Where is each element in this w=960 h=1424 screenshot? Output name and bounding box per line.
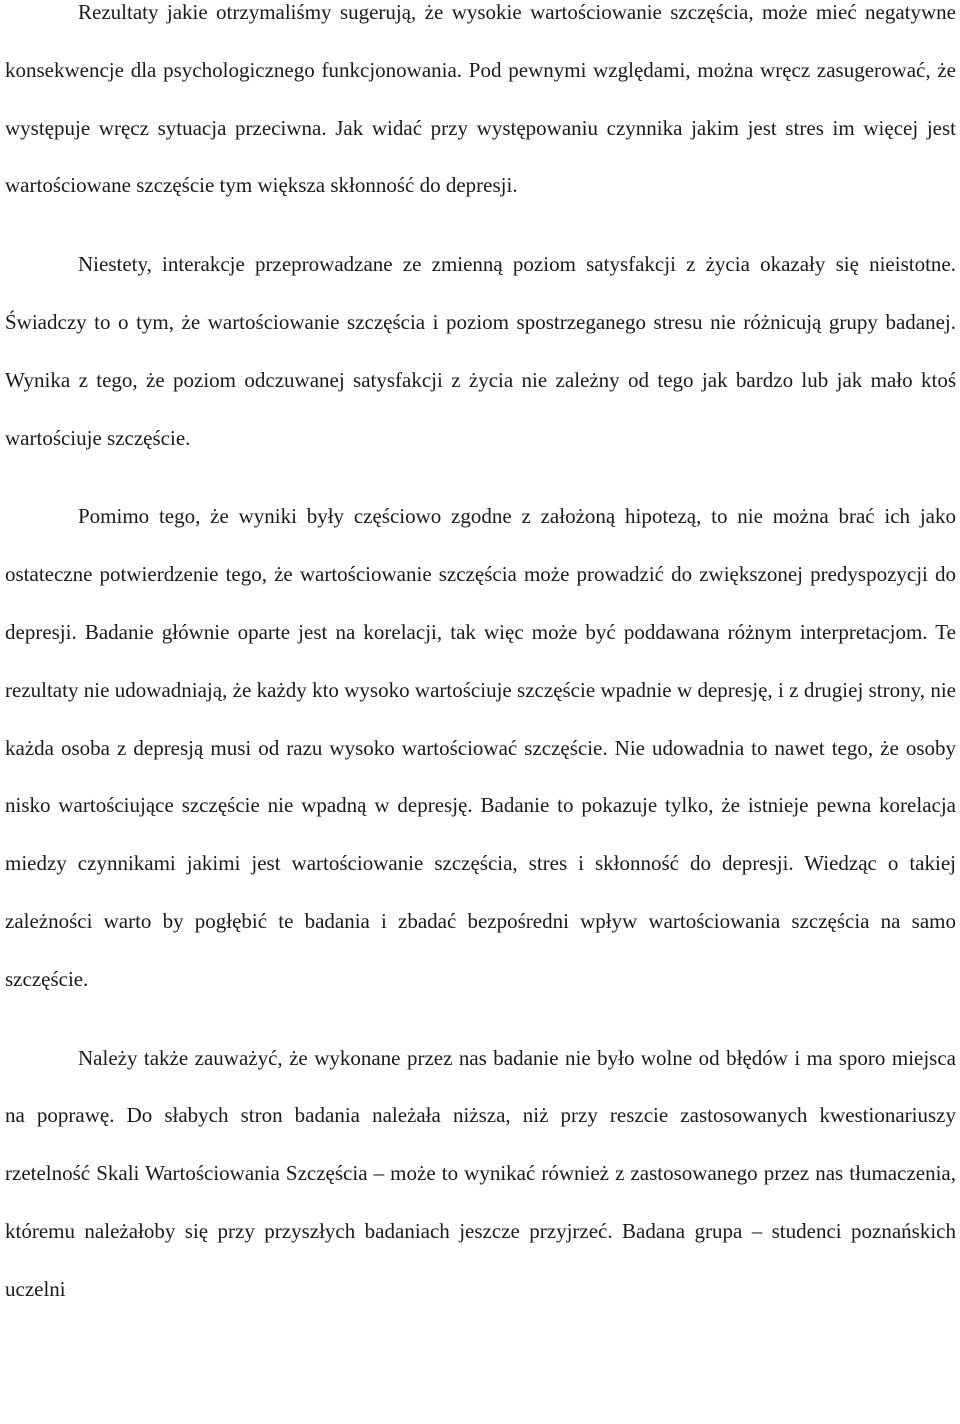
paragraph-limitations: Należy także zauważyć, że wykonane przez nas badanie nie było wolne od błędów i ma sporo miejsca na poprawę. Do słabych stron badania należała niższa, niż przy reszcie zastosowanych kwestionariuszy rzetelność Skali Wartościowania Szczęścia – może to wynikać również z zastosowanego przez nas tłumaczenia, któremu należałoby się przy przyszłych badaniach jeszcze przyjrzeć. Badana grupa – studenci poznańskich uczelni	[5, 1045, 956, 1301]
paragraph-interactions: Niestety, interakcje przeprowadzane ze zmienną poziom satysfakcji z życia okazały się nieistotne. Świadczy to o tym, że wartościowanie szczęścia i poziom spostrzeganego stresu nie różnicują grupy badanej. Wynika z tego, że poziom odczuwanej satysfakcji z życia nie zależny od tego jak bardzo lub jak mało ktoś wartościuje szczęście.	[5, 252, 956, 450]
paragraph-hypothesis: Pomimo tego, że wyniki były częściowo zgodne z założoną hipotezą, to nie można brać ich jako ostateczne potwierdzenie tego, że wartościowanie szczęścia może prowadzić do zwiększonej predyspozycji do depresji. Badanie głównie oparte jest na korelacji, tak więc może być poddawana różnym interpretacjom. Te rezultaty nie udowadniają, że każdy kto wysoko wartościuje szczęście wpadnie w depresję, i z drugiej strony, nie każda osoba z depresją musi od razu wysoko wartościować szczęście. Nie udowadnia to nawet tego, że osoby nisko wartościujące szczęście nie wpadną w depresję. Badanie to pokazuje tylko, że istnieje pewna korelacja miedzy czynnikami jakimi jest wartościowanie szczęścia, stres i skłonność do depresji. Wiedząc o takiej zależności warto by pogłębić te badania i zbadać bezpośredni wpływ wartościowania szczęścia na samo szczęście.	[5, 504, 956, 991]
paragraph-results: Rezultaty jakie otrzymaliśmy sugerują, że wysokie wartościowanie szczęścia, może mieć negatywne konsekwencje dla psychologicznego funkcjonowania. Pod pewnymi względami, można wręcz zasugerować, że występuje wręcz sytuacja przeciwna. Jak widać przy występowaniu czynnika jakim jest stres im więcej jest wartościowane szczęście tym większa skłonność do depresji.	[5, 0, 956, 198]
